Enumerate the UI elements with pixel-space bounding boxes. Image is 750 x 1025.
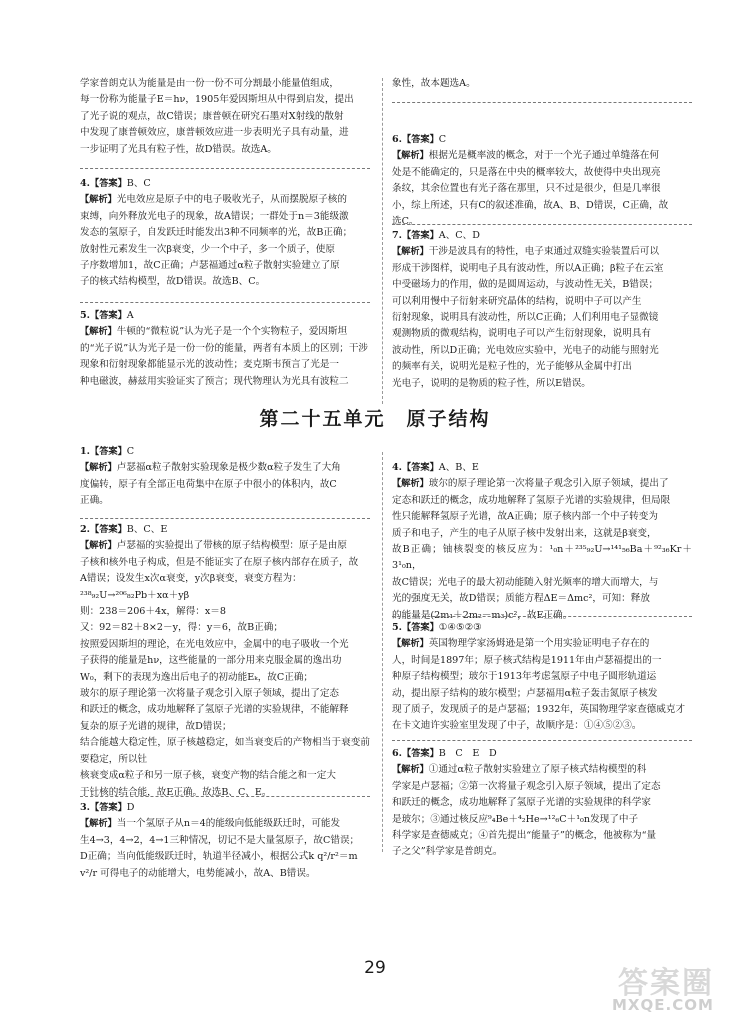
text-line: 在卡文迪许实验室里发现了中子，故顺序是：①④⑤②③。	[392, 720, 642, 732]
text-line: 发态的氢原子，自发跃迁时能发出3种不同频率的光，故B正确；	[80, 227, 353, 239]
answer-value: ①④⑤②③	[438, 622, 482, 633]
text-line: 卢瑟福的实验提出了带核的原子结构模型：原子是由原	[116, 540, 347, 552]
text-line: 玻尔的原子理论第一次将量子观念引入原子领域，提出了	[428, 478, 669, 490]
text-line: W₀，剩下的表现为逸出后电子的初动能Eₖ，故C正确；	[80, 671, 314, 683]
question-number: 2.	[80, 524, 91, 535]
question-block-2	[80, 522, 370, 801]
question-block-prev-4	[80, 176, 370, 291]
text-line: 质子和电子，产生的电子从原子核中发射出来，这就是β衰变，	[392, 527, 657, 539]
answer-label: 【答案】	[90, 524, 127, 535]
text-line: 衍射现象，说明具有波动性，所以C正确；人们利用电子显微镜	[392, 312, 659, 324]
answer-value: B C E D	[438, 748, 497, 759]
analysis-label: 【解析】	[80, 194, 117, 206]
text-line: 动，提出原子结构的玻尔模型；卢瑟福用α粒子轰击氮原子核发	[392, 687, 658, 699]
text-line: 正确。	[80, 495, 109, 507]
answer-label: 【答案】	[90, 178, 127, 189]
text-line: 每一份称为能量子E＝hν，1905年爱因斯坦从中得到启发，提出	[80, 94, 354, 106]
answer-line	[392, 746, 692, 762]
question-block-prev-5	[80, 308, 370, 390]
text-line: 了光子说的观点，故C错误；康普顿在研究石墨对X射线的散射	[80, 110, 344, 122]
answer-label: 【答案】	[90, 310, 127, 321]
text-line: 的“光子说”认为光子是一份一份的能量，两者有本质上的区别；干涉	[80, 342, 369, 354]
answer-value: A、C、D	[438, 230, 480, 241]
analysis-line	[392, 244, 692, 260]
question-number: 4.	[80, 178, 91, 189]
answer-value: C	[126, 446, 135, 457]
text-line: 当一个氢原子从n＝4的能级向低能级跃迁时，可能发	[116, 818, 341, 830]
page-number: 29	[364, 958, 386, 978]
answer-label: 【答案】	[402, 622, 439, 633]
text-line: 子核和核外电子构成，但是不能证实了在原子核内部存在质子，故	[80, 556, 359, 568]
text-line: 和跃迁的概念，成功地解释了氢原子光谱的实验规律，不能解释	[80, 704, 349, 716]
analysis-label: 【解析】	[80, 540, 117, 552]
text-line: 根据光是概率波的概念，对于一个光子通过单缝落在何	[428, 150, 659, 162]
text-line: 核衰变成α粒子和另一原子核，衰变产物的结合能之和一定大	[80, 770, 336, 782]
text-line: 又：92＝82＋8×2－y，得：y＝6，故B正确；	[80, 622, 283, 634]
text-line: 学家是卢瑟福；②第一次将量子观念引入原子领域，提出了定态	[392, 780, 661, 792]
text-line: 则：238＝206＋4x，解得：x＝8	[80, 606, 226, 618]
unit-title: 第二十五单元 原子结构	[259, 408, 491, 430]
text-line: 放射性元素发生一次β衰变，少一个中子，多一个质子，使原	[80, 243, 335, 255]
text-line: 一步证明了光具有粒子性，故D错误。故选A。	[80, 143, 277, 155]
answer-line	[392, 460, 692, 476]
equation-line: 是玻尔；③通过核反应⁹₄Be＋⁴₂He→¹²₆C＋¹₀n发现了中子	[392, 813, 639, 825]
answer-label: 【答案】	[90, 446, 127, 457]
text-line: 子序数增加1，故C正确；卢瑟福通过α粒子散射实验建立了原	[80, 260, 340, 272]
text-line: v²/r 可得电子的动能增大，电势能减小，故A、B错误。	[80, 867, 316, 879]
text-line: 现象和衍射现象都能显示光的波动性；麦克斯韦预言了光是一	[80, 359, 340, 371]
answer-value: A、B、E	[438, 462, 479, 473]
answer-line	[392, 228, 692, 244]
watermark-url: MXQE.COM	[612, 996, 714, 1014]
text-line: 子的核式结构模型，故D错误。故选B、C。	[80, 276, 266, 288]
text-line: 的能量是(2m₁＋2m₂－m₃)c²，故E正确。	[392, 609, 573, 621]
question-block-1	[80, 444, 370, 510]
answer-label: 【答案】	[402, 462, 439, 473]
text-line: 故C错误；光电子的最大初动能随入射光频率的增大而增大，与	[392, 576, 659, 588]
answer-label: 【答案】	[90, 802, 127, 813]
answer-value: B、C	[126, 178, 151, 189]
equation-line: 故B正确；铀核裂变的核反应为：¹₀n＋²³⁵₉₂U→¹⁴¹₅₆Ba＋⁹²₃₆Kr＋3¹₀n，	[392, 544, 692, 572]
question-number: 7.	[392, 230, 403, 241]
answer-label: 【答案】	[402, 230, 439, 241]
analysis-label: 【解析】	[80, 818, 117, 830]
analysis-label: 【解析】	[392, 150, 429, 162]
analysis-line	[80, 460, 370, 476]
text-line: 玻尔的原子理论第一次将量子观念引入原子领域，提出了定态	[80, 688, 340, 700]
text-line: 形成干涉图样，说明电子具有波动性，所以A正确；β粒子在云室	[392, 262, 664, 274]
divider	[80, 168, 370, 169]
text-line: 光的强度无关，故D错误；质能方程ΔE＝Δmc²，可知：释放	[392, 593, 650, 605]
text-line: 卢瑟福α粒子散射实验现象是极少数α粒子发生了大角	[116, 462, 341, 474]
analysis-label: 【解析】	[392, 764, 429, 776]
answer-label: 【答案】	[402, 134, 439, 145]
column-divider	[382, 452, 383, 852]
analysis-label: 【解析】	[392, 478, 429, 490]
question-number: 1.	[80, 446, 91, 457]
analysis-label: 【解析】	[80, 326, 117, 338]
analysis-label: 【解析】	[392, 638, 429, 650]
text-line: 小，综上所述，只有C的叙述准确，故A、B、D错误，C正确，故	[392, 199, 669, 211]
divider	[392, 740, 692, 741]
analysis-line	[80, 192, 370, 208]
text-line: 英国物理学家汤姆逊是第一个用实验证明电子存在的	[428, 638, 650, 650]
analysis-label: 【解析】	[80, 462, 117, 474]
text-line: A错误；设发生x次α衰变，y次β衰变，衰变方程为：	[80, 573, 302, 585]
text-line: 选C。	[392, 216, 419, 228]
text-line: ①通过α粒子散射实验建立了原子核式结构模型的科	[428, 764, 647, 776]
answer-value: A	[126, 310, 134, 321]
text-line: 结合能越大稳定性，原子核越稳定，如当衰变后的产物相当于衰变前要稳定，所以钍	[80, 737, 370, 765]
text-line: 度偏转，原子有全部正电荷集中在原子中很小的体积内，故C	[80, 478, 337, 490]
text-line: 定态和跃迁的概念，成功地解释了氢原子光谱的实验规律，但局限	[392, 494, 671, 506]
text-line: 观测物质的微观结构，说明电子可以产生衍射现象，说明具有	[392, 328, 652, 340]
question-number: 6.	[392, 134, 403, 145]
question-block-3	[80, 800, 370, 882]
question-block-6	[392, 746, 692, 861]
divider	[80, 518, 370, 519]
answer-value: C	[438, 134, 447, 145]
text-line: 象性，故本题选A。	[392, 78, 476, 89]
text-line: 现了质子，发现质子的是卢瑟福；1932年，英国物理学家查德威克才	[392, 704, 686, 716]
divider	[80, 796, 370, 797]
analysis-line	[392, 148, 692, 164]
answer-line	[80, 176, 370, 192]
analysis-line	[80, 324, 370, 340]
analysis-line	[80, 538, 370, 554]
answer-line	[80, 308, 370, 324]
column-divider	[382, 78, 383, 404]
equation-line: D正确；当向低能级跃迁时，轨道半径减小，根据公式k q²/r²＝m	[80, 851, 358, 863]
answer-value: B、C、E	[126, 524, 168, 535]
text-line: 中受磁场力的作用，做的是圆周运动，与波动性无关，B错误；	[392, 279, 659, 291]
text-line: 光电子，说明的是物质的粒子性，所以E错误。	[392, 377, 591, 389]
question-number: 4.	[392, 462, 403, 473]
prev-unit-continuation	[392, 76, 692, 92]
text-line: 人，时间是1897年；原子核式结构是1911年由卢瑟福提出的一	[392, 654, 662, 666]
text-line: 生4→3，4→2，4→1三种情况，切记不是大量氢原子，故C错误；	[80, 834, 360, 846]
text-line: 种原子结构模型；玻尔于1913年考虑氢原子中电子圆形轨道运	[392, 671, 657, 683]
question-block-prev-6	[392, 132, 692, 230]
analysis-line	[392, 476, 692, 492]
question-number: 5.	[80, 310, 91, 321]
question-number: 5.	[392, 622, 403, 633]
prev-unit-continuation	[80, 76, 370, 158]
text-line: 学家普朗克认为能量是由一份一份不可分割最小能量值组成，	[80, 78, 340, 89]
analysis-line	[392, 636, 692, 652]
text-line: 复杂的原子光谱的规律，故D错误；	[80, 720, 232, 732]
question-number: 6.	[392, 748, 403, 759]
text-line: 的频率有关，说明光是粒子性的，光子能够从金属中打出	[392, 361, 632, 373]
text-line: 可以利用慢中子衍射来研究晶体的结构，说明中子可以产生	[392, 295, 642, 307]
text-line: 干涉是波具有的特性，电子束通过双缝实验装置后可以	[428, 246, 659, 258]
text-line: 性只能解释氢原子光谱，故A正确；原子核内部一个中子转变为	[392, 511, 658, 523]
text-line: 处是不能确定的，只是落在中央的概率较大，故使得中央出现亮	[392, 166, 661, 178]
divider	[80, 302, 370, 303]
text-line: 光电效应是原子中的电子吸收光子，从而摆脱原子核的	[116, 194, 347, 206]
watermark-logo	[612, 958, 742, 1018]
analysis-line	[80, 816, 370, 832]
watermark-text: 答案圈	[618, 966, 714, 1001]
text-line: 子之父”科学家是普朗克。	[392, 846, 503, 858]
analysis-label: 【解析】	[392, 246, 429, 258]
question-block-prev-7	[392, 228, 692, 392]
analysis-line	[392, 762, 692, 778]
text-line: 于钍核的结合能，故E正确。故选B、C、E。	[80, 786, 272, 798]
text-line: 种电磁波，赫兹用实验证实了预言；现代物理认为光具有波粒二	[80, 375, 349, 387]
divider	[392, 224, 692, 225]
text-line: 按照爱因斯坦的理论，在光电效应中，金属中的电子吸收一个光	[80, 638, 349, 650]
question-block-5	[392, 620, 692, 735]
answer-line	[80, 444, 370, 460]
text-line: 科学家是查德威克；④首先提出“能量子”的概念，他被称为“量	[392, 830, 657, 842]
text-line: 波动性，所以D正确；光电效应实验中，光电子的动能与照射光	[392, 344, 659, 356]
text-line: 中发现了康普顿效应，康普顿效应进一步表明光子具有动量，进	[80, 127, 349, 139]
question-number: 3.	[80, 802, 91, 813]
question-block-4	[392, 460, 692, 624]
text-line: 条纹，其余位置也有光子落在那里，只不过是很少，但是几率很	[392, 183, 661, 195]
divider	[392, 102, 692, 103]
equation-line: ²³⁸₉₂U→²⁰⁶₈₂Pb＋xα＋yβ	[80, 589, 190, 601]
text-line: 子获得的能量是hν，这些能量的一部分用来克服金属的逸出功	[80, 655, 342, 667]
text-line: 和跃迁的概念，成功地解释了氢原子光谱的实验规律的科学家	[392, 797, 652, 809]
answer-line	[80, 800, 370, 816]
answer-value: D	[126, 802, 135, 813]
text-line: 束缚，向外释放光电子的现象，故A错误；一群处于n＝3能级激	[80, 210, 349, 222]
answer-label: 【答案】	[402, 748, 439, 759]
answer-line	[392, 620, 692, 636]
divider	[392, 616, 692, 617]
text-line: 牛顿的“微粒说”认为光子是一个个实物粒子，爱因斯坦	[116, 326, 348, 338]
answer-line	[392, 132, 692, 148]
answer-line	[80, 522, 370, 538]
